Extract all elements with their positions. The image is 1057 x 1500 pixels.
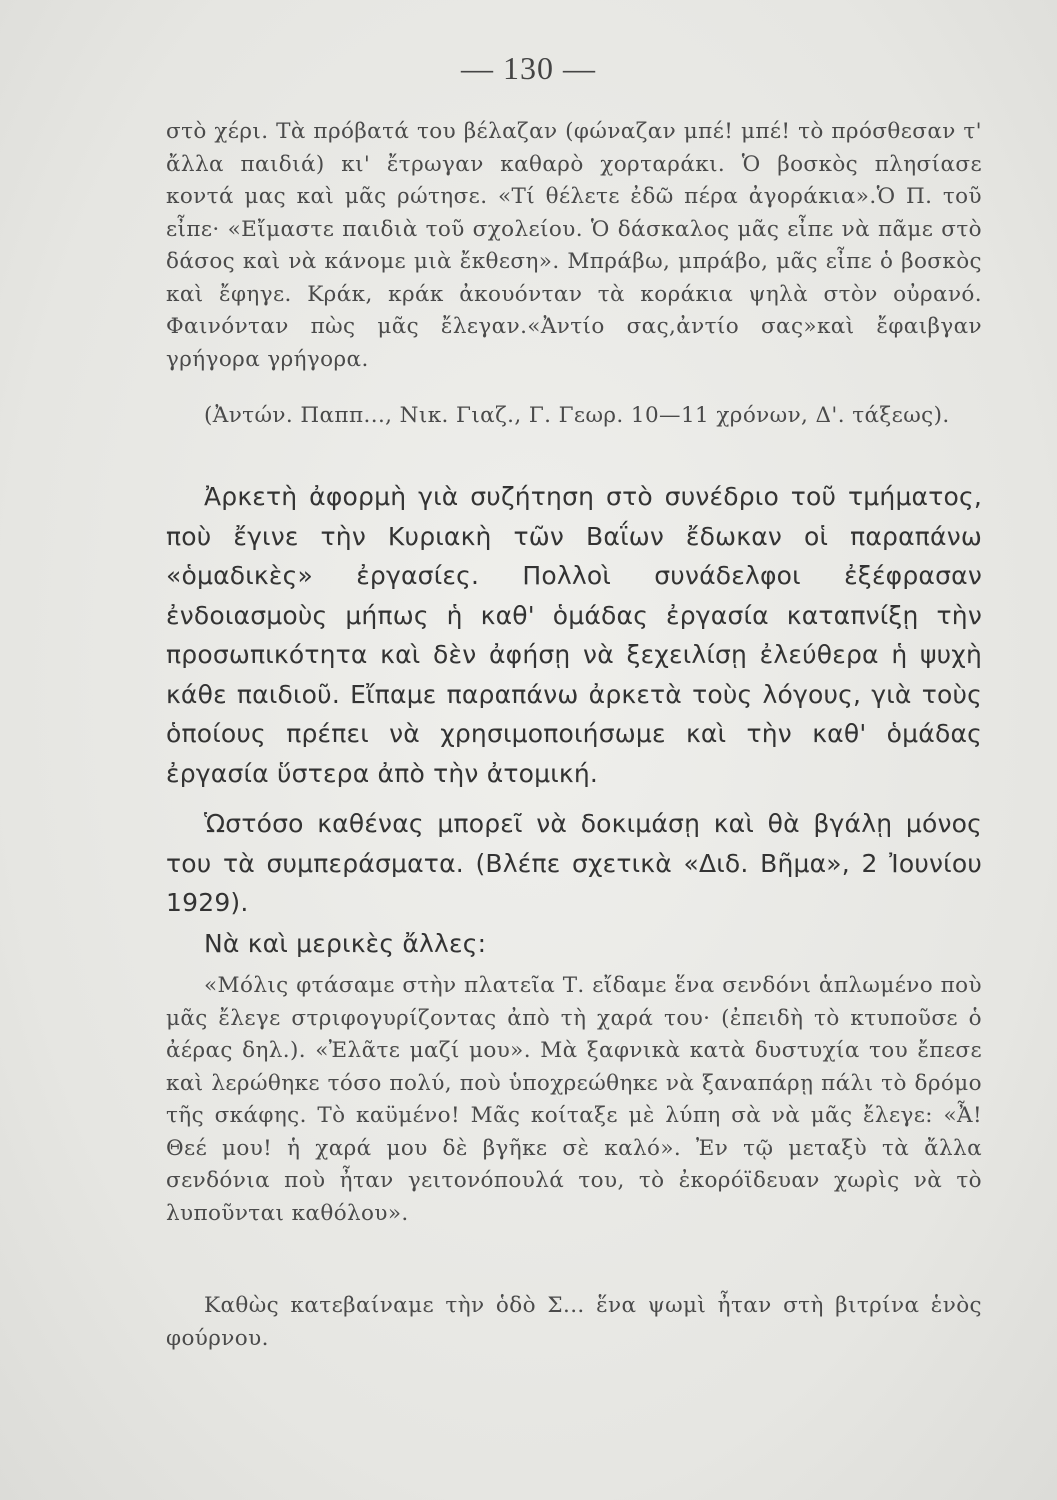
story-text: στὸ χέρι. Τὰ πρόβατά του βέλαζαν (φώναζαν μπέ! μπέ! τὸ πρόσθεσαν τ' ἄλλα παιδιά) κι' ἔτρωγαν καθαρὸ χορταράκι. Ὁ βοσκὸς πλησίασε κοντά μας καὶ μᾶς ρώτησε. «Τί θέλετε ἐδῶ πέρα ἀγοράκια».Ὁ Π. τοῦ εἶπε· «Εἴμαστε παιδιὰ τοῦ σχολείου. Ὁ δάσκαλος μᾶς εἶπε νὰ πᾶμε στὸ δάσος καὶ νὰ κάνομε μιὰ ἔκθεση». Μπράβω, μπράβο, μᾶς εἶπε ὁ βοσκὸς καὶ ἔφηγε. Κράκ, κράκ ἀκουόνταν τὰ κοράκια ψηλὰ στὸν οὐρανό. Φαινόνταν πὼς μᾶς ἔλεγαν.«Ἀντίο σας,ἀντίο σας»καὶ ἔφαιβγαν γρήγορα γρήγορα. [166,119,982,372]
others-heading [166,924,982,964]
however-paragraph [166,804,982,923]
page-number: — 130 — [461,50,596,86]
others-text: Νὰ καὶ μερικὲς ἄλλες: [204,929,487,958]
quote2-text: Καθὼς κατεβαίναμε τὴν ὁδὸ Σ... ἕνα ψωμὶ ἦταν στὴ βιτρίνα ἑνὸς φούρνου. [166,1293,982,1351]
quote-paragraph-2 [166,1290,982,1355]
quote-paragraph-1 [166,970,982,1230]
story-paragraph [166,116,982,376]
student-credit [166,400,982,433]
credit-text: (Ἀντών. Παππ..., Νικ. Γιαζ., Γ. Γεωρ. 10—11 χρόνων, Δ'. τάξεως). [204,403,950,428]
discussion-paragraph [166,477,982,793]
quote1-text: «Μόλις φτάσαμε στὴν πλατεῖα Τ. εἴδαμε ἕνα σενδόνι ἁπλωμένο ποὺ μᾶς ἔλεγε στριφογυρίζοντας ἀπὸ τὴ χαρά του· (ἐπειδὴ τὸ κτυποῦσε ὁ ἀέρας δηλ.). «Ἐλᾶτε μαζί μου». Μὰ ξαφνικὰ κατὰ δυστυχία του ἔπεσε καὶ λερώθηκε τόσο πολύ, ποὺ ὑποχρεώθηκε νὰ ξαναπάρῃ πάλι τὸ δρόμο τῆς σκάφης. Τὸ καϋμένο! Μᾶς κοίταξε μὲ λύπη σὰ νὰ μᾶς ἔλεγε: «Ἆ! Θεέ μου! ἡ χαρά μου δὲ βγῆκε σὲ καλό». Ἐν τῷ μεταξὺ τὰ ἄλλα σενδόνια ποὺ ἦταν γειτονόπουλά του, τὸ ἐκορόϊδευαν χωρὶς νὰ τὸ λυποῦνται καθόλου». [166,973,982,1226]
however-text: Ὡστόσο καθένας μπορεῖ νὰ δοκιμάσῃ καὶ θὰ βγάλῃ μόνος του τὰ συμπεράσματα. (Βλέπε σχετικὰ «Διδ. Βῆμα», 2 Ἰουνίου 1929). [166,809,982,917]
discussion-text: Ἀρκετὴ ἀφορμὴ γιὰ συζήτηση στὸ συνέδριο τοῦ τμήματος, ποὺ ἔγινε τὴν Κυριακὴ τῶν Βαΐων ἔδωκαν οἱ παραπάνω «ὁμαδικὲς» ἐργασίες. Πολλοὶ συνάδελφοι ἐξέφρασαν ἐνδοιασμοὺς μήπως ἡ καθ' ὁμάδας ἐργασία καταπνίξῃ τὴν προσωπικότητα καὶ δὲν ἀφήσῃ νὰ ξεχειλίσῃ ἐλεύθερα ἡ ψυχὴ κάθε παιδιοῦ. Εἴπαμε παραπάνω ἀρκετὰ τοὺς λόγους, γιὰ τοὺς ὁποίους πρέπει νὰ χρησιμοποιήσωμε καὶ τὴν καθ' ὁμάδας ἐργασία ὕστερα ἀπὸ τὴν ἀτομική. [166,482,982,788]
